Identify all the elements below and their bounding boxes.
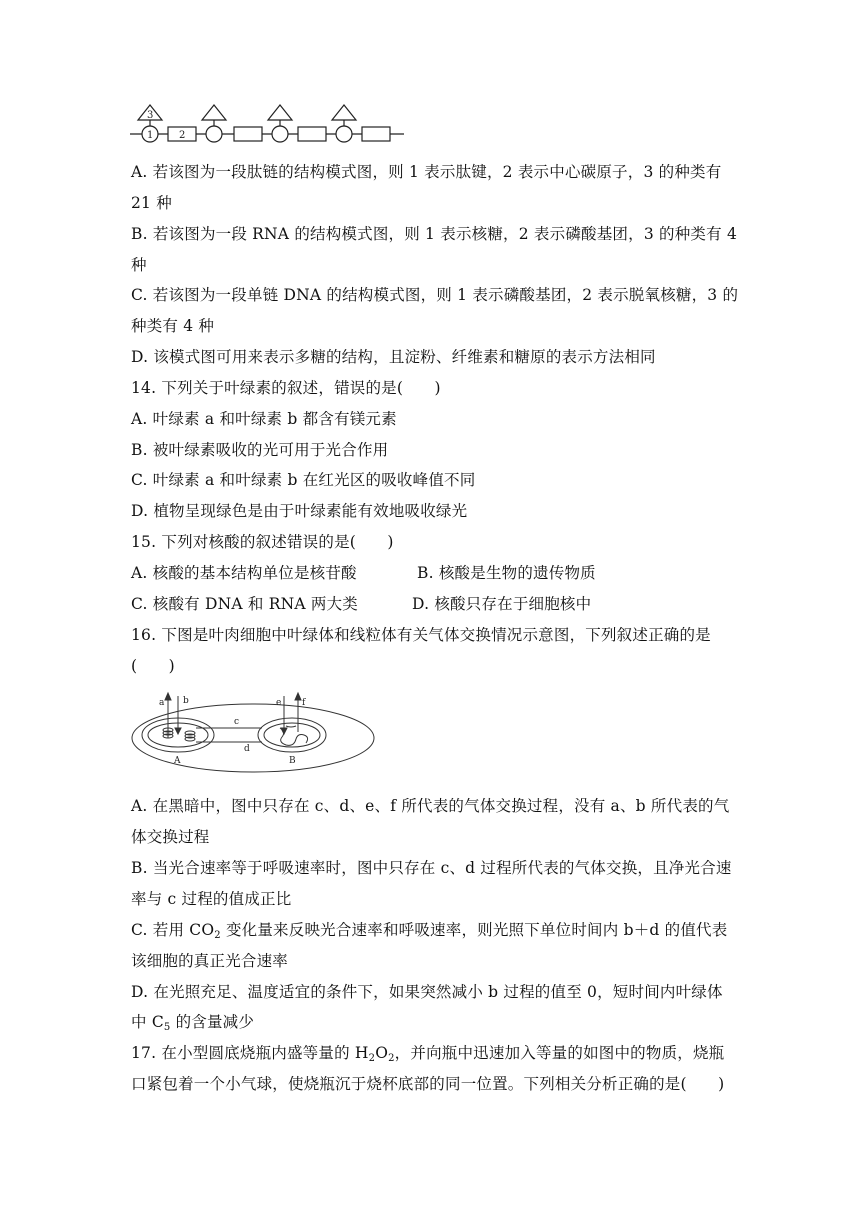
- q16-option-b-line1: B. 当光合速率等于呼吸速率时，图中只存在 c、d 过程所代表的气体交换，且净光合速: [131, 859, 732, 877]
- q13-option-a-line1: A. 若该图为一段肽链的结构模式图，则 1 表示肽键，2 表示中心碳原子，3 的种类有: [131, 163, 722, 181]
- q16-stem-line1: 16. 下图是叶肉细胞中叶绿体和线粒体有关气体交换情况示意图，下列叙述正确的是: [131, 626, 711, 644]
- q14-stem: 14. 下列关于叶绿素的叙述，错误的是( ): [131, 379, 441, 397]
- chain-structure-figure: [128, 103, 408, 143]
- q13-option-b-line2: 种: [131, 256, 147, 274]
- q15-option-a: A. 核酸的基本结构单位是核苷酸: [131, 564, 357, 582]
- q17-stem-line1: 17. 在小型圆底烧瓶内盛等量的 $H_2O_2$，并向瓶中迅速加入等量的如图中的物质，烧瓶: [131, 1044, 725, 1064]
- fig16-label-B: B: [289, 756, 296, 766]
- q14-option-d: D. 植物呈现绿色是由于叶绿素能有效地吸收绿光: [131, 502, 468, 520]
- fig16-label-e: e: [276, 698, 282, 708]
- q14-option-a: A. 叶绿素 a 和叶绿素 b 都含有镁元素: [131, 410, 397, 428]
- fig16-label-A: A: [174, 756, 181, 766]
- q16-option-a-line1: A. 在黑暗中，图中只存在 c、d、e、f 所代表的气体交换过程，没有 a、b 所代表的气: [131, 797, 730, 815]
- q13-option-c-line2: 种类有 4 种: [131, 317, 215, 335]
- fig16-label-d: d: [244, 744, 250, 754]
- fig16-label-c: c: [234, 717, 240, 727]
- q16-option-a-line2: 体交换过程: [131, 828, 210, 846]
- q16-option-b-line2: 率与 c 过程的值成正比: [131, 890, 292, 908]
- q14-option-b: B. 被叶绿素吸收的光可用于光合作用: [131, 441, 389, 459]
- figure1-label-3: 3: [147, 110, 154, 121]
- q13-option-b-line1: B. 若该图为一段 RNA 的结构模式图，则 1 表示核糖，2 表示磷酸基团，3 的种类有 4: [131, 225, 738, 243]
- q13-option-c-line1: C. 若该图为一段单链 DNA 的结构模式图，则 1 表示磷酸基团，2 表示脱氧核糖，3 的: [131, 286, 739, 304]
- q15-stem: 15. 下列对核酸的叙述错误的是( ): [131, 533, 394, 551]
- q15-option-c: C. 核酸有 DNA 和 RNA 两大类: [131, 595, 358, 613]
- q15-option-d: D. 核酸只存在于细胞核中: [412, 595, 592, 613]
- fig16-label-f: f: [302, 698, 306, 708]
- q17-stem-line2: 口紧包着一个小气球，使烧瓶沉于烧杯底部的同一位置。下列相关分析正确的是( ): [131, 1075, 725, 1093]
- chloroplast-mitochondrion-figure: [130, 688, 376, 776]
- q16-stem-line2: ( ): [131, 657, 175, 675]
- q13-option-a-line2: 21 种: [131, 194, 172, 212]
- fig16-label-a: a: [159, 698, 165, 708]
- q16-option-d-line2: 中 $C_5$ 的含量减少: [131, 1013, 255, 1033]
- fig16-label-b: b: [183, 696, 189, 706]
- q16-option-d-line1: D. 在光照充足、温度适宜的条件下，如果突然减小 b 过程的值至 0，短时间内叶绿体: [131, 983, 723, 1001]
- figure1-label-2: 2: [179, 130, 186, 141]
- q13-option-d: D. 该模式图可用来表示多糖的结构，且淀粉、纤维素和糖原的表示方法相同: [131, 348, 656, 366]
- figure1-label-1: 1: [147, 130, 154, 141]
- q16-option-c-line1: C. 若用 $CO_2$ 变化量来反映光合速率和呼吸速率，则光照下单位时间内 b＋d 的值代表: [131, 921, 728, 941]
- q14-option-c: C. 叶绿素 a 和叶绿素 b 在红光区的吸收峰值不同: [131, 471, 476, 489]
- q16-option-c-line2: 该细胞的真正光合速率: [131, 952, 289, 970]
- q15-option-b: B. 核酸是生物的遗传物质: [417, 564, 596, 582]
